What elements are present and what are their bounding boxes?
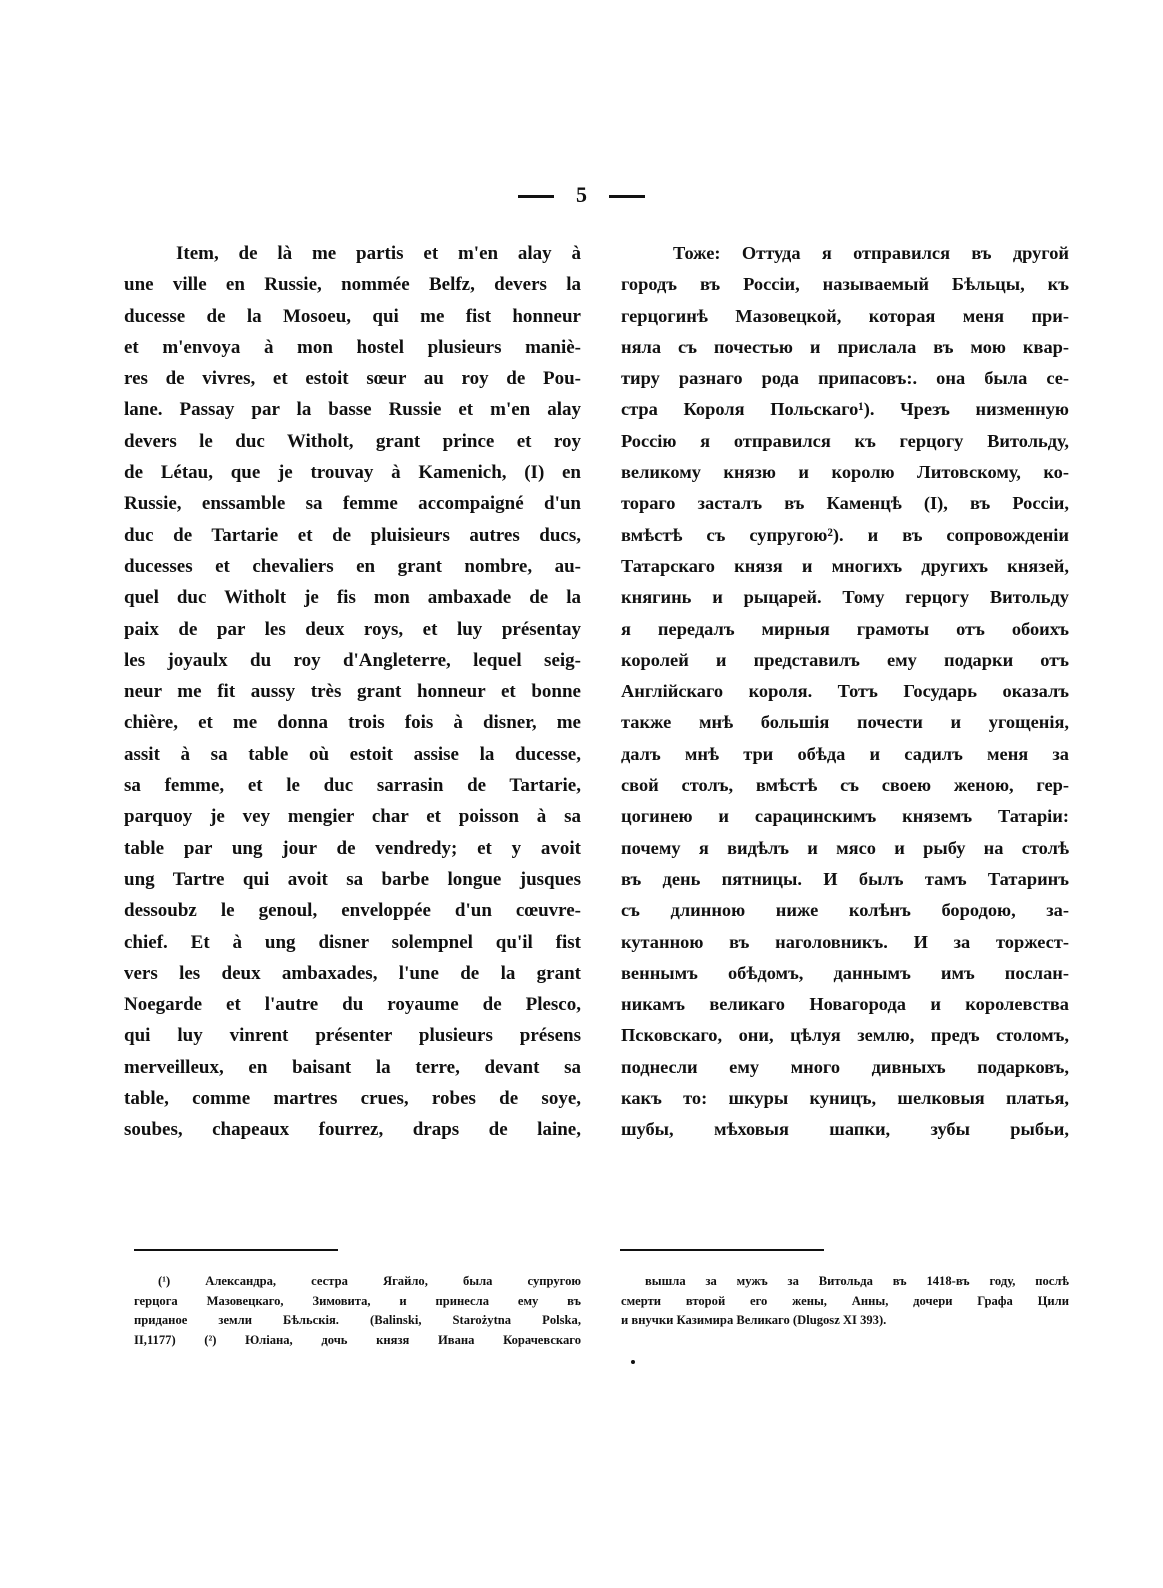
french-text-line: lane. Passay par la basse Russie et m'en alay: [124, 399, 581, 421]
french-text-line: merveilleux, en baisant la terre, devant sa: [124, 1056, 581, 1078]
french-text-line: Item, de là me partis et m'en alay à: [176, 243, 581, 264]
french-text-line: table par ung jour de vendredy; et y avoit: [124, 837, 581, 859]
french-text-line: Russie, enssamble sa femme accompaigné d'un: [124, 493, 581, 515]
russian-text-line: свой столъ, вмѣстѣ съ своею женою, гер-: [621, 775, 1069, 796]
french-text-line: qui luy vinrent présenter plusieurs présens: [124, 1025, 581, 1047]
french-text-line: et m'envoya à mon hostel plusieurs maniè-: [124, 336, 581, 358]
russian-text-line: никамъ великаго Новагорода и королевства: [621, 994, 1069, 1015]
french-text-line: vers les deux ambaxades, l'une de la grant: [124, 962, 581, 984]
page-number-dash-left: [518, 195, 554, 198]
russian-text-line: кутанною въ наголовникъ. И за торжест-: [621, 931, 1069, 952]
russian-text-line: вмѣстѣ съ супругою²). и въ сопровожденіи: [621, 524, 1069, 545]
russian-text-line: Татарскаго князя и многихъ другихъ князей,: [621, 555, 1069, 576]
french-text-line: les joyaulx du roy d'Angleterre, lequel seig-: [124, 649, 581, 671]
french-text-column: [124, 238, 581, 1146]
french-text-line: duc de Tartarie et de pluisieurs autres ducs,: [124, 524, 581, 546]
page-number: [0, 182, 1163, 208]
french-text-line: neur me fit aussy très grant honneur et bonne: [124, 681, 581, 703]
russian-text-line: Англійскаго короля. Тотъ Государь оказалъ: [621, 681, 1069, 702]
russian-text-line: тиру разнаго рода припасовъ:. она была се-: [621, 368, 1069, 389]
french-text-line: ducesses et chevaliers en grant nombre, au-: [124, 555, 581, 577]
russian-text-line: стра Короля Польскаго¹). Чрезъ низменную: [621, 399, 1069, 420]
french-text-line: sa femme, et le duc sarrasin de Tartarie,: [124, 775, 581, 797]
footnote-rule-left: [134, 1249, 338, 1251]
russian-text-line: я передалъ мирныя грамоты отъ обоихъ: [621, 618, 1069, 639]
french-text-line: chière, et me donna trois fois à disner, me: [124, 712, 581, 734]
page-number-dash-right: [609, 195, 645, 198]
footnote-line: приданое земли Бѣльскія. (Balinski, Starożytna Polska,: [134, 1313, 581, 1327]
french-text-line: quel duc Witholt je fis mon ambaxade de la: [124, 587, 581, 609]
russian-text-line: поднесли ему много дивныхъ подарковъ,: [621, 1056, 1069, 1077]
french-text-line: res de vivres, et estoit sœur au roy de Pou-: [124, 368, 581, 390]
ink-speck: [631, 1360, 635, 1364]
russian-text-line: Псковскаго, они, цѣлуя землю, предъ столомъ,: [621, 1025, 1069, 1046]
french-text-line: Noegarde et l'autre du royaume de Plesco,: [124, 994, 581, 1016]
french-text-line: devers le duc Witholt, grant prince et roy: [124, 430, 581, 452]
russian-text-line: герцогинѣ Мазовецкой, которая меня при-: [621, 305, 1069, 326]
footnote-rule-right: [620, 1249, 824, 1251]
footnote-line: и внучки Казимира Великаго (Dlugosz XI 393).: [621, 1313, 887, 1327]
russian-text-line: шубы, мѣховыя шапки, зубы рыбьи,: [621, 1119, 1069, 1140]
french-text-line: ung Tartre qui avoit sa barbe longue jusques: [124, 868, 581, 890]
footnote-line: вышла за мужъ за Витольда въ 1418-въ году, послѣ: [645, 1274, 1069, 1288]
footnote-line: II,1177) (²) Юліана, дочь князя Ивана Корачевскаго: [134, 1332, 581, 1347]
russian-text-line: далъ мнѣ три обѣда и садилъ меня за: [621, 743, 1069, 764]
page-number-text: 5: [576, 182, 587, 207]
russian-text-line: также мнѣ большія почести и угощенія,: [621, 712, 1069, 733]
russian-text-line: почему я видѣлъ и мясо и рыбу на столѣ: [621, 837, 1069, 858]
russian-text-line: тораго засталъ въ Каменцѣ (I), въ Россіи,: [621, 493, 1069, 514]
french-text-line: dessoubz le genoul, enveloppée d'un cœuvre-: [124, 900, 581, 922]
footnote-line: смерти второй его жены, Анны, дочери Графа Цили: [621, 1293, 1069, 1308]
russian-text-line: какъ то: шкуры куницъ, шелковыя платья,: [621, 1088, 1069, 1109]
russian-text-line: великому князю и королю Литовскому, ко-: [621, 462, 1069, 483]
russian-text-line: съ длинною ниже колѣнъ бородою, за-: [621, 900, 1069, 921]
french-text-line: soubes, chapeaux fourrez, draps de laine,: [124, 1119, 581, 1141]
russian-text-line: городъ въ Россіи, называемый Бѣльцы, къ: [621, 274, 1069, 295]
footnote-line: герцога Мазовецкаго, Зимовита, и принесла ему въ: [134, 1293, 581, 1308]
russian-text-line: Тоже: Оттуда я отправился въ другой: [673, 243, 1069, 263]
french-text-line: chief. Et à ung disner solempnel qu'il fist: [124, 931, 581, 953]
french-text-line: de Létau, que je trouvay à Kamenich, (I) en: [124, 462, 581, 484]
russian-text-line: королей и представилъ ему подарки отъ: [621, 649, 1069, 670]
russian-text-line: княгинь и рыцарей. Тому герцогу Витольду: [621, 587, 1069, 608]
footnotes-right: [621, 1272, 1069, 1331]
french-text-line: parquoy je vey mengier char et poisson à sa: [124, 806, 581, 828]
russian-text-line: няла съ почестью и прислала въ мою квар-: [621, 336, 1069, 357]
russian-text-line: Россію я отправился къ герцогу Витольду,: [621, 430, 1069, 451]
footnotes-left: [134, 1272, 581, 1350]
russian-text-column: [621, 238, 1069, 1146]
french-text-line: assit à sa table où estoit assise la ducesse,: [124, 743, 581, 765]
footnote-line: (¹) Александра, сестра Ягайло, была супругою: [158, 1274, 581, 1288]
russian-text-line: веннымъ обѣдомъ, даннымъ имъ послан-: [621, 962, 1069, 983]
russian-text-line: цогинею и сарацинскимъ княземъ Татаріи:: [621, 806, 1069, 827]
french-text-line: table, comme martres crues, robes de soye,: [124, 1088, 581, 1110]
french-text-line: paix de par les deux roys, et luy présentay: [124, 618, 581, 640]
french-text-line: ducesse de la Mosoeu, qui me fist honneur: [124, 305, 581, 327]
russian-text-line: въ день пятницы. И былъ тамъ Татаринъ: [621, 868, 1069, 889]
french-text-line: une ville en Russie, nommée Belfz, devers la: [124, 274, 581, 296]
